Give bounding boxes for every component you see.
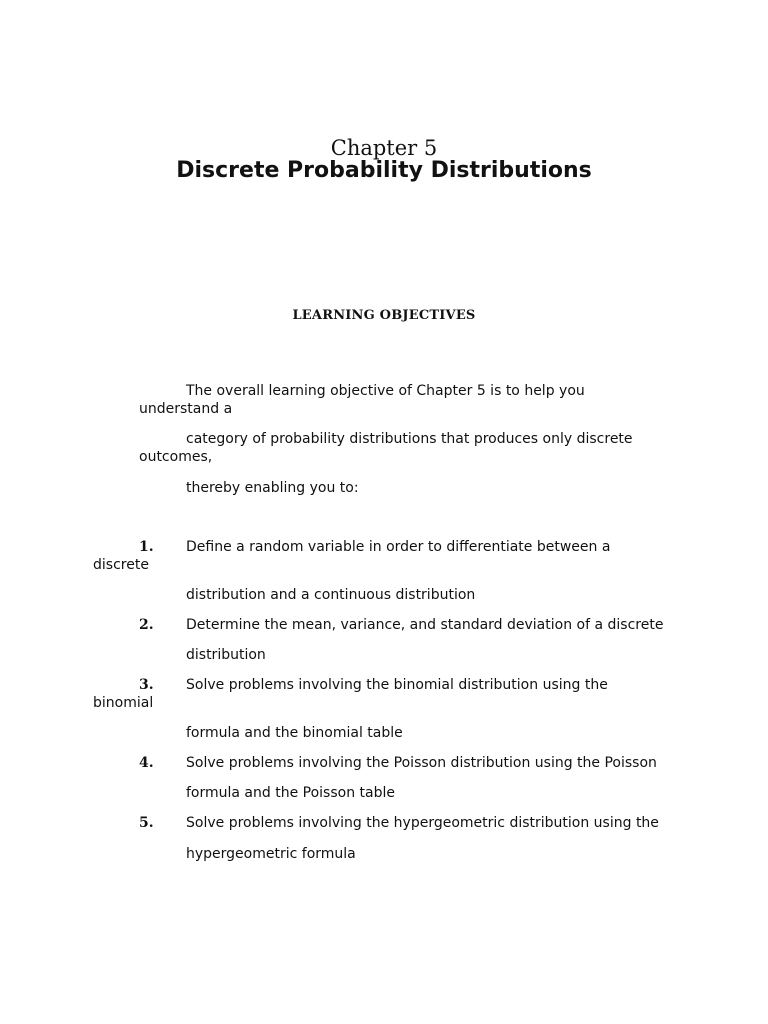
objective-line: distribution and a continuous distribution (186, 587, 476, 603)
objective-line: Solve problems involving the binomial distribution using the (186, 677, 608, 693)
objective-number: 2. (139, 617, 154, 633)
objective-number: 3. (139, 677, 154, 693)
objective-line: formula and the binomial table (186, 725, 403, 741)
objective-line: hypergeometric formula (186, 846, 356, 862)
intro-line: The overall learning objective of Chapter 5 is to help you (186, 383, 585, 399)
objective-line: Solve problems involving the hypergeometric distribution using the (186, 815, 659, 831)
objective-line: discrete (93, 557, 149, 573)
intro-line: category of probability distributions that produces only discrete (186, 431, 633, 447)
objective-line: Determine the mean, variance, and standard deviation of a discrete (186, 617, 664, 633)
objective-number: 1. (139, 539, 154, 555)
objective-line: Solve problems involving the Poisson distribution using the Poisson (186, 755, 657, 771)
intro-line: thereby enabling you to: (186, 480, 359, 496)
learning-objectives-heading: LEARNING OBJECTIVES (292, 308, 476, 323)
objective-line: formula and the Poisson table (186, 785, 395, 801)
objective-line: binomial (93, 695, 154, 711)
chapter-title: Discrete Probability Distributions (176, 158, 592, 183)
intro-line: outcomes, (139, 449, 213, 465)
chapter-number: Chapter 5 (330, 136, 438, 160)
objective-number: 4. (139, 755, 154, 771)
intro-line: understand a (139, 401, 233, 417)
objective-line: distribution (186, 647, 266, 663)
objective-number: 5. (139, 815, 154, 831)
objective-line: Define a random variable in order to differentiate between a (186, 539, 611, 555)
